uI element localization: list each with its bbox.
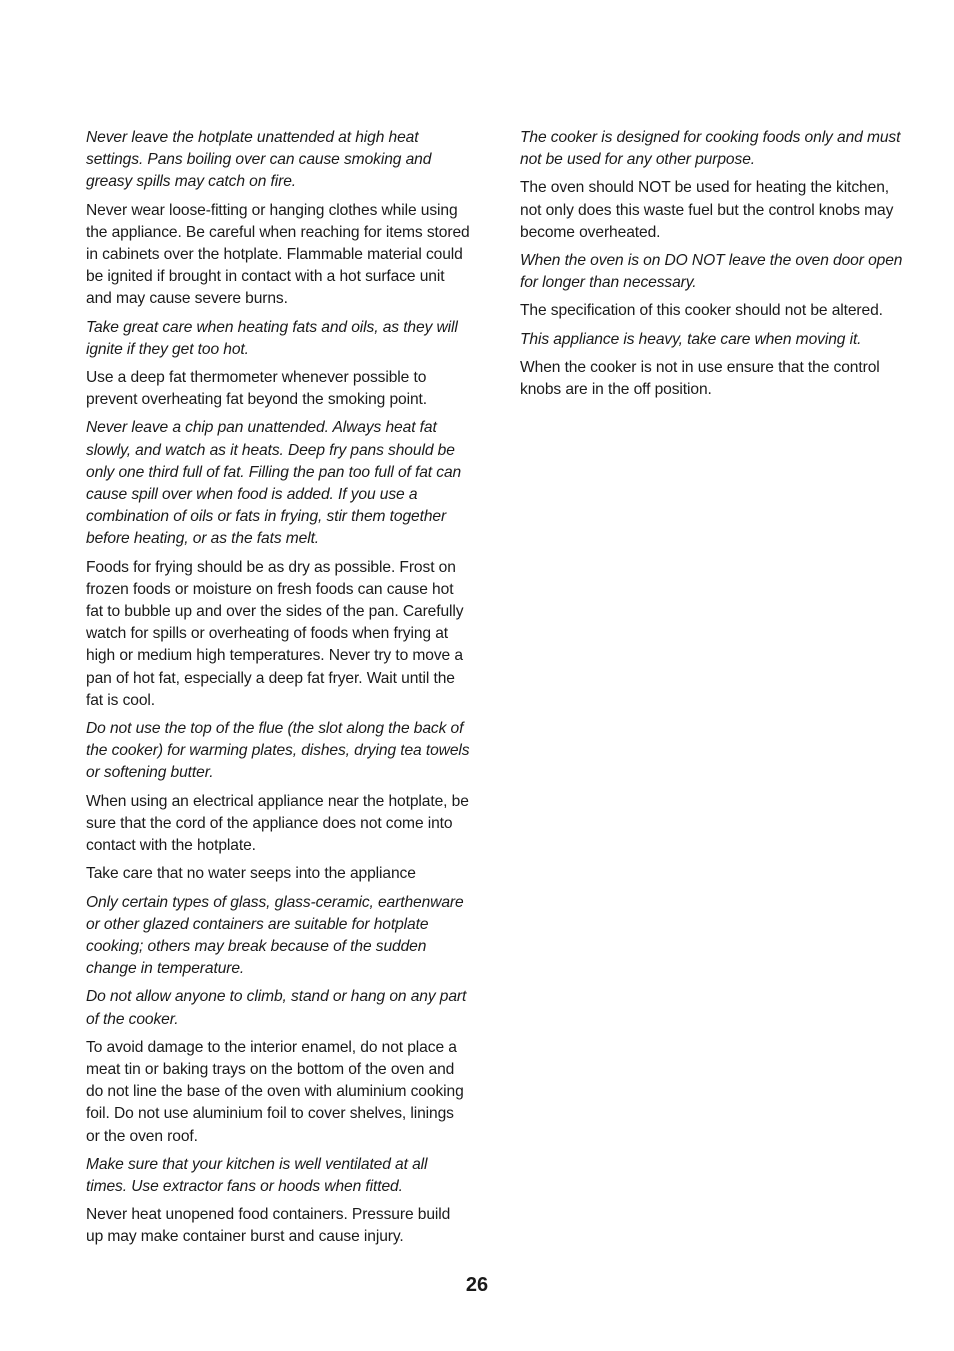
safety-paragraph: Use a deep fat thermometer whenever possible to prevent overheating fat beyond the smoking point.: [86, 369, 427, 409]
safety-paragraph: This appliance is heavy, take care when moving it.: [520, 330, 862, 348]
safety-paragraph: Do not use the top of the flue (the slot along the back of the cooker) for warming plates, dishes, drying tea towels or softening butter.: [86, 720, 470, 782]
safety-paragraph: Never leave a chip pan unattended. Always heat fat slowly, and watch as it heats. Deep fry pans should be only one third full of fat. Filling the pan too full of fat can cause spill over when food is added. If you use a combination of oils or fats in frying, stir them together before heating, or as the fats melt.: [86, 419, 462, 548]
safety-paragraph: Take care that no water seeps into the appliance: [86, 865, 416, 883]
safety-paragraph: Never wear loose-fitting or hanging clothes while using the appliance. Be careful when reaching for items stored in cabinets over the hotplate. Flammable material could be ignited if brought in contact with a hot surface unit and may cause severe burns.: [86, 201, 470, 308]
safety-paragraph: When the oven is on DO NOT leave the oven door open for longer than necessary.: [520, 252, 903, 292]
page-number: 26: [465, 1274, 489, 1296]
safety-paragraph: Never leave the hotplate unattended at high heat settings. Pans boiling over can cause smoking and greasy spills may catch on fire.: [86, 129, 432, 191]
right-column: [520, 127, 904, 407]
safety-paragraph: Make sure that your kitchen is well ventilated at all times. Use extractor fans or hoods when fitted.: [86, 1155, 428, 1195]
safety-paragraph: Take great care when heating fats and oils, as they will ignite if they get too hot.: [86, 318, 458, 358]
safety-paragraph: To avoid damage to the interior enamel, do not place a meat tin or baking trays on the bottom of the oven and do not line the base of the oven with aluminium cooking foil. Do not use aluminium foil to cover shelves, linings or the oven roof.: [86, 1038, 464, 1145]
left-column: [86, 127, 470, 1255]
safety-paragraph: Foods for frying should be as dry as possible. Frost on frozen foods or moisture on fresh foods can cause hot fat to bubble up and over the sides of the pan. Carefully watch for spills or overheating of foods when frying at high or medium high temperatures. Never try to move a pan of hot fat, especially a deep fat fryer. Wait until the fat is cool.: [86, 558, 464, 709]
safety-paragraph: The cooker is designed for cooking foods only and must not be used for any other purpose.: [520, 129, 901, 169]
safety-paragraph: Never heat unopened food containers. Pressure build up may make container burst and cause injury.: [86, 1206, 451, 1246]
safety-paragraph: Only certain types of glass, glass-ceramic, earthenware or other glazed containers are suitable for hotplate cooking; others may break because of the sudden change in temperature.: [86, 893, 464, 978]
safety-paragraph: When the cooker is not in use ensure that the control knobs are in the off position.: [520, 358, 880, 399]
safety-paragraph: The specification of this cooker should not be altered.: [520, 302, 883, 320]
safety-paragraph: When using an electrical appliance near the hotplate, be sure that the cord of the appliance does not come into contact with the hotplate.: [86, 792, 469, 855]
safety-paragraph: Do not allow anyone to climb, stand or hang on any part of the cooker.: [86, 988, 467, 1028]
safety-paragraph: The oven should NOT be used for heating the kitchen, not only does this waste fuel but the control knobs may become overheated.: [520, 179, 894, 241]
